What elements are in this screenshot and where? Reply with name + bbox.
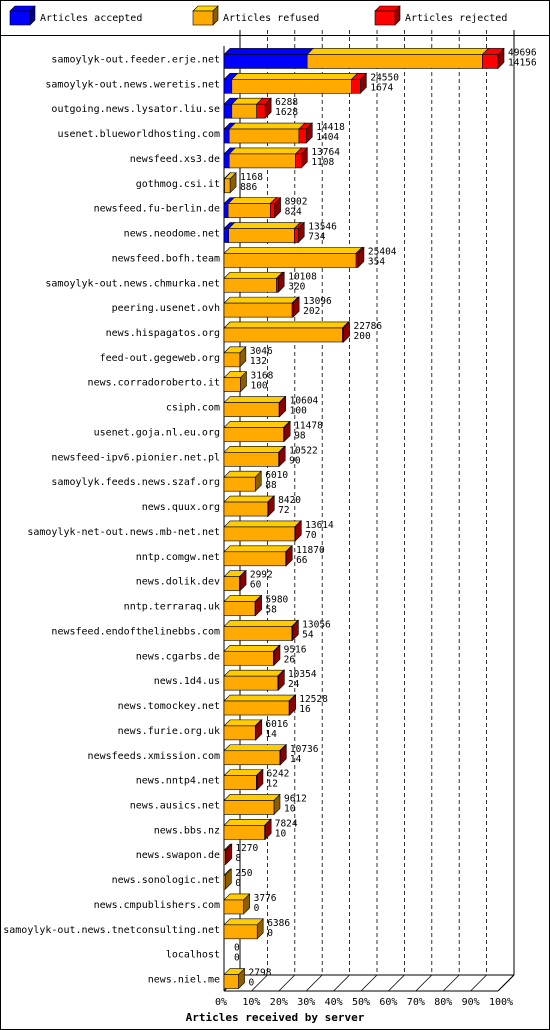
bar-refused: [224, 322, 348, 342]
data-label-rejected: 70: [305, 529, 317, 541]
data-label-rejected: 12: [266, 778, 278, 790]
x-tick-label: 30%: [297, 997, 316, 1008]
bar-refused-top: [224, 521, 301, 527]
data-label-total: 12528: [299, 694, 328, 706]
bar-refused-top: [224, 794, 280, 800]
x-tick-label: 90%: [461, 997, 480, 1008]
bar-refused: [224, 819, 271, 839]
bar-refused: [224, 794, 280, 814]
data-label-total: 10522: [289, 445, 318, 457]
data-label-total: 13096: [303, 296, 332, 308]
data-label-rejected: 54: [302, 629, 314, 641]
bar-refused: [224, 620, 298, 640]
bar-refused: [232, 73, 358, 93]
bar-refused-front: [224, 751, 280, 765]
bar-refused: [224, 521, 301, 541]
data-label-total: 25404: [367, 246, 397, 258]
data-label-rejected: 1674: [370, 82, 394, 94]
bar-refused-front: [224, 602, 255, 616]
category-label: news.cgarbs.de: [135, 651, 220, 663]
bar-refused-front: [224, 825, 265, 839]
bar-rejected-front: [273, 651, 274, 665]
bar-refused: [224, 695, 295, 715]
bar-refused: [224, 745, 286, 765]
bar-refused: [224, 372, 246, 392]
category-label: news.tomockey.net: [117, 701, 220, 713]
bar-refused: [224, 894, 250, 914]
legend-label: Articles refused: [223, 13, 320, 24]
data-label-rejected: 24: [287, 679, 300, 691]
category-label: samoylyk-out.news.chmurka.net: [45, 278, 220, 290]
bar-refused-top: [229, 123, 305, 129]
bar-refused-front: [228, 204, 270, 218]
category-label: newsfeed.fu-berlin.de: [93, 203, 220, 215]
bar-rejected-front: [296, 154, 302, 168]
bar-refused: [224, 869, 231, 889]
category-label: feed-out.gegeweb.org: [99, 352, 220, 364]
bar-refused-top: [224, 471, 261, 477]
data-label-total: 13764: [311, 146, 340, 158]
data-label-total: 6010: [265, 470, 289, 482]
bar-refused-front: [224, 900, 244, 914]
bar-refused-top: [224, 596, 261, 602]
x-tick-label: 70%: [406, 997, 425, 1008]
x-tick-label: 100%: [489, 997, 514, 1008]
data-label-total: 3776: [253, 892, 277, 904]
bar-refused-top: [224, 297, 298, 303]
bar-rejected: [482, 48, 504, 68]
bar-refused-front: [232, 104, 257, 118]
category-label: newsfeeds.xmission.com: [87, 750, 220, 762]
data-label-total: 14418: [316, 122, 345, 134]
data-label-rejected: 0: [267, 927, 273, 939]
bar-refused: [224, 446, 285, 466]
bar-accepted-top: [224, 48, 313, 54]
bar-refused-front: [224, 303, 292, 317]
data-label-total: 11478: [294, 420, 323, 432]
bar-refused-top: [224, 645, 279, 651]
category-label: samoylyk.feeds.news.szaf.org: [51, 477, 220, 489]
data-label-total: 24550: [370, 72, 399, 84]
bar-rejected-front: [284, 427, 285, 441]
bar-refused: [229, 148, 301, 168]
category-label: nntp.terraraq.uk: [123, 601, 220, 613]
bar-refused-top: [224, 819, 271, 825]
data-label-total: 6386: [267, 917, 291, 929]
data-label-rejected: 72: [278, 505, 290, 517]
bar-refused-top: [224, 770, 262, 776]
legend-swatch: [193, 11, 213, 25]
bar-refused-top: [224, 695, 295, 701]
x-tick-label: 20%: [269, 997, 288, 1008]
floor-tick: [388, 975, 404, 991]
floor-tick: [471, 975, 487, 991]
bar-refused: [224, 471, 261, 491]
data-label-rejected: 1108: [311, 156, 335, 168]
bar-refused-top: [229, 223, 301, 229]
data-label-total: 1270: [235, 843, 259, 855]
data-label-total: 11870: [296, 544, 325, 556]
bar-refused-front: [232, 79, 352, 93]
floor-tick: [334, 975, 350, 991]
bar-refused: [224, 397, 285, 417]
bar-refused-top: [224, 322, 348, 328]
data-label-total: 13614: [305, 519, 334, 531]
data-label-total: 0: [234, 942, 240, 954]
bar-refused-front: [224, 626, 292, 640]
legend-swatch: [10, 11, 30, 25]
bar-refused-top: [228, 198, 276, 204]
data-label-rejected: 354: [367, 256, 386, 268]
bar-rejected-front: [255, 602, 256, 616]
data-label-rejected: 58: [265, 604, 277, 616]
bar-rejected-front: [292, 303, 293, 317]
bar-accepted-front: [224, 204, 228, 218]
bar-rejected-front: [256, 776, 257, 790]
bar-rejected-front: [352, 79, 361, 93]
category-label: usenet.blueworldhosting.com: [57, 129, 220, 141]
bar-rejected-front: [278, 676, 279, 690]
category-label: usenet.goja.nl.eu.org: [93, 427, 220, 439]
data-label-total: 250: [235, 868, 253, 880]
data-label-total: 10604: [289, 395, 319, 407]
category-label: news.swapon.de: [135, 850, 220, 862]
category-label: news.nntp4.net: [135, 775, 220, 787]
data-label-total: 3046: [249, 345, 273, 357]
data-label-total: 10354: [287, 669, 317, 681]
x-tick-label: 10%: [242, 997, 261, 1008]
bar-rejected-front: [225, 850, 226, 864]
data-label-rejected: 66: [296, 554, 308, 566]
bar-rejected-front: [280, 751, 281, 765]
data-label-total: 8902: [284, 196, 308, 208]
bar-refused: [224, 645, 279, 665]
floor-tick: [306, 975, 322, 991]
data-label-rejected: 0: [248, 977, 255, 989]
category-label: newsfeed.endofthelinebbs.com: [51, 626, 220, 638]
x-tick-label: 40%: [324, 997, 343, 1008]
bar-refused-front: [225, 179, 231, 193]
bar-rejected-front: [268, 502, 269, 516]
category-label: news.cmpublishers.com: [93, 899, 220, 911]
bar-refused-top: [224, 397, 285, 403]
bar-refused-front: [229, 129, 299, 143]
data-label-rejected: 14156: [508, 57, 537, 69]
data-label-total: 22786: [353, 320, 383, 332]
bar-rejected-front: [240, 577, 241, 591]
bar-refused-top: [224, 670, 284, 676]
bar-refused-front: [229, 154, 295, 168]
bar-refused-top: [224, 620, 298, 626]
legend-item-accepted: [10, 6, 142, 25]
bar-refused: [224, 272, 283, 292]
bar-refused-front: [224, 353, 240, 367]
bar-refused-front: [224, 800, 274, 814]
x-tick-label: 80%: [434, 997, 453, 1008]
category-label: newsfeed.bofh.team: [111, 253, 220, 265]
x-tick-label: 60%: [379, 997, 398, 1008]
bar-refused-front: [307, 54, 482, 68]
bar-refused-front: [224, 502, 268, 516]
data-label-total: 10108: [288, 271, 317, 283]
category-label: news.sonologic.net: [111, 875, 220, 887]
data-label-rejected: 90: [289, 455, 301, 467]
category-label: news.1d4.us: [153, 676, 220, 688]
category-label: samoylyk-out.feeder.erje.net: [51, 54, 220, 66]
category-label: news.furie.org.uk: [117, 725, 220, 737]
bar-accepted-front: [224, 104, 232, 118]
bar-refused: [307, 48, 488, 68]
data-label-total: 6016: [265, 718, 289, 730]
legend-item-refused: [193, 6, 319, 25]
data-label-total: 49696: [508, 47, 537, 59]
data-label-rejected: 8: [235, 853, 242, 865]
bar-accepted-front: [224, 129, 229, 143]
data-label-total: 2992: [249, 569, 273, 581]
data-label-rejected: 14: [265, 728, 277, 740]
legend-label: Articles rejected: [405, 13, 508, 24]
data-label-rejected: 10: [274, 828, 287, 840]
category-label: news.dolik.dev: [135, 576, 220, 588]
floor-tick: [361, 975, 377, 991]
category-label: localhost: [165, 949, 220, 961]
data-label-total: 9612: [283, 793, 307, 805]
data-label-rejected: 132: [249, 355, 268, 367]
bar-accepted: [224, 48, 313, 68]
bar-refused: [224, 969, 245, 989]
bar-refused: [224, 546, 292, 566]
bar-rejected: [225, 844, 232, 864]
data-label-rejected: 100: [250, 380, 268, 392]
bar-refused-front: [224, 477, 255, 491]
bar-rejected-front: [255, 726, 256, 740]
bar-rejected-front: [299, 129, 306, 143]
bar-refused-top: [232, 73, 358, 79]
legend-swatch: [375, 11, 395, 25]
data-label-total: 5980: [265, 594, 289, 606]
data-label-rejected: 0: [234, 952, 240, 964]
bar-refused-front: [224, 651, 273, 665]
data-label-rejected: 60: [249, 579, 262, 591]
data-label-rejected: 0: [235, 878, 242, 890]
bar-accepted-front: [224, 79, 232, 93]
data-label-rejected: 14: [289, 753, 302, 765]
data-label-rejected: 734: [308, 231, 326, 243]
bar-rejected-front: [289, 701, 290, 715]
category-label: peering.usenet.ovh: [111, 303, 220, 315]
data-label-total: 13546: [308, 221, 337, 233]
bar-accepted-front: [224, 229, 229, 243]
data-label-total: 10736: [289, 743, 319, 755]
data-label-rejected: 0: [253, 902, 260, 914]
bar-refused-front: [224, 278, 277, 292]
floor-tick: [279, 975, 295, 991]
bar-refused-top: [224, 919, 263, 925]
bar-refused: [225, 173, 237, 193]
data-label-total: 2798: [248, 967, 272, 979]
category-label: news.bbs.nz: [153, 825, 220, 837]
category-label: news.corradoroberto.it: [87, 377, 220, 389]
category-label: csiph.com: [165, 402, 220, 414]
bar-rejected-front: [286, 552, 287, 566]
data-label-rejected: 200: [353, 330, 371, 342]
bar-refused-top: [224, 745, 286, 751]
bar-refused: [229, 223, 301, 243]
data-label-total: 6288: [275, 97, 299, 109]
data-label-rejected: 1404: [316, 132, 340, 144]
bar-refused-top: [224, 446, 285, 452]
data-label-rejected: 886: [240, 181, 258, 193]
bar-refused-front: [224, 253, 356, 267]
bar-rejected-front: [277, 278, 279, 292]
category-label: outgoing.news.lysator.liu.se: [51, 104, 220, 116]
data-label-rejected: 98: [294, 430, 306, 442]
bar-accepted-front: [224, 54, 307, 68]
category-label: news.neodome.net: [123, 228, 220, 240]
floor-tick: [443, 975, 459, 991]
x-tick-label: 50%: [352, 997, 371, 1008]
bar-refused-front: [224, 427, 284, 441]
category-label: newsfeed.xs3.de: [129, 153, 220, 165]
data-label-total: 13056: [302, 619, 331, 631]
category-label: nntp.comgw.net: [135, 551, 220, 563]
bar-rejected-front: [342, 328, 343, 342]
bar-rejected-front: [482, 54, 498, 68]
floor-tick: [416, 975, 432, 991]
data-label-total: 3168: [250, 370, 274, 382]
bar-rejected-front: [279, 403, 280, 417]
bar-refused-top: [229, 148, 301, 154]
bar-refused-top: [224, 272, 283, 278]
bar-refused-front: [224, 975, 239, 989]
bar-refused-front: [229, 229, 295, 243]
legend-item-rejected: [375, 6, 507, 25]
bar-refused: [224, 919, 263, 939]
bar-rejected-front: [356, 253, 358, 267]
bar-refused-top: [224, 546, 292, 552]
bar-refused: [224, 247, 362, 267]
bar-accepted-front: [224, 154, 229, 168]
bar-refused-front: [224, 776, 256, 790]
bar-refused-top: [224, 720, 261, 726]
bar-refused: [224, 347, 246, 367]
bar-refused: [224, 421, 290, 441]
bar-refused-front: [224, 577, 240, 591]
legend-label: Articles accepted: [40, 13, 143, 24]
data-label-rejected: 88: [265, 480, 277, 492]
bar-refused-front: [224, 378, 240, 392]
bar-rejected-front: [294, 229, 298, 243]
bar-refused: [224, 297, 298, 317]
data-label-total: 6242: [266, 768, 290, 780]
bar-rejected-front: [292, 626, 293, 640]
data-label-rejected: 100: [289, 405, 307, 417]
bar-rejected-front: [257, 104, 265, 118]
bar-refused-front: [224, 328, 342, 342]
floor-tick: [498, 975, 514, 991]
category-label: news.ausics.net: [129, 800, 220, 812]
data-label-total: 1168: [240, 171, 263, 183]
bar-rejected-front: [270, 204, 274, 218]
bar-refused-front: [224, 875, 225, 889]
x-tick-label: 0%: [215, 997, 228, 1008]
data-label-rejected: 10: [283, 803, 296, 815]
bar-refused-front: [224, 701, 289, 715]
category-label: news.niel.me: [147, 974, 220, 986]
bar-refused-top: [224, 421, 290, 427]
bar-refused-front: [224, 552, 286, 566]
bar-refused-front: [224, 527, 295, 541]
data-label-rejected: 202: [303, 306, 321, 318]
bar-refused-front: [224, 676, 278, 690]
bar-refused-top: [224, 247, 362, 253]
bar-rejected-front: [265, 825, 266, 839]
bar-refused-front: [224, 452, 279, 466]
category-label: newsfeed-ipv6.pionier.net.pl: [51, 452, 220, 464]
category-label: samoylyk-net-out.news.mb-net.net: [27, 526, 220, 538]
bar-refused-top: [307, 48, 488, 54]
category-label: news.quux.org: [141, 502, 220, 514]
category-label: samoylyk-out.news.tnetconsulting.net: [3, 924, 220, 936]
bar-refused: [229, 123, 305, 143]
data-label-rejected: 320: [288, 281, 306, 293]
data-label-rejected: 1628: [275, 107, 299, 119]
bar-refused-front: [224, 726, 255, 740]
bar-refused-side: [225, 869, 231, 889]
bar-refused-front: [224, 403, 279, 417]
category-label: news.hispagatos.org: [105, 327, 220, 339]
bar-refused: [224, 670, 284, 690]
bar-rejected-front: [295, 527, 296, 541]
bar-refused: [224, 496, 274, 516]
data-label-rejected: 824: [284, 206, 302, 218]
bar-refused-top: [224, 496, 274, 502]
data-label-rejected: 16: [299, 704, 311, 716]
data-label-total: 7824: [274, 818, 298, 830]
bar-refused: [228, 198, 276, 218]
category-label: samoylyk-out.news.weretis.net: [45, 79, 220, 91]
category-label: gothmog.csi.it: [135, 178, 220, 190]
data-label-rejected: 26: [283, 654, 296, 666]
bar-rejected-front: [279, 452, 280, 466]
bar-refused-front: [224, 925, 257, 939]
data-label-total: 9516: [283, 644, 307, 656]
x-axis-title: Articles received by server: [185, 1011, 365, 1024]
data-label-total: 8420: [278, 495, 302, 507]
